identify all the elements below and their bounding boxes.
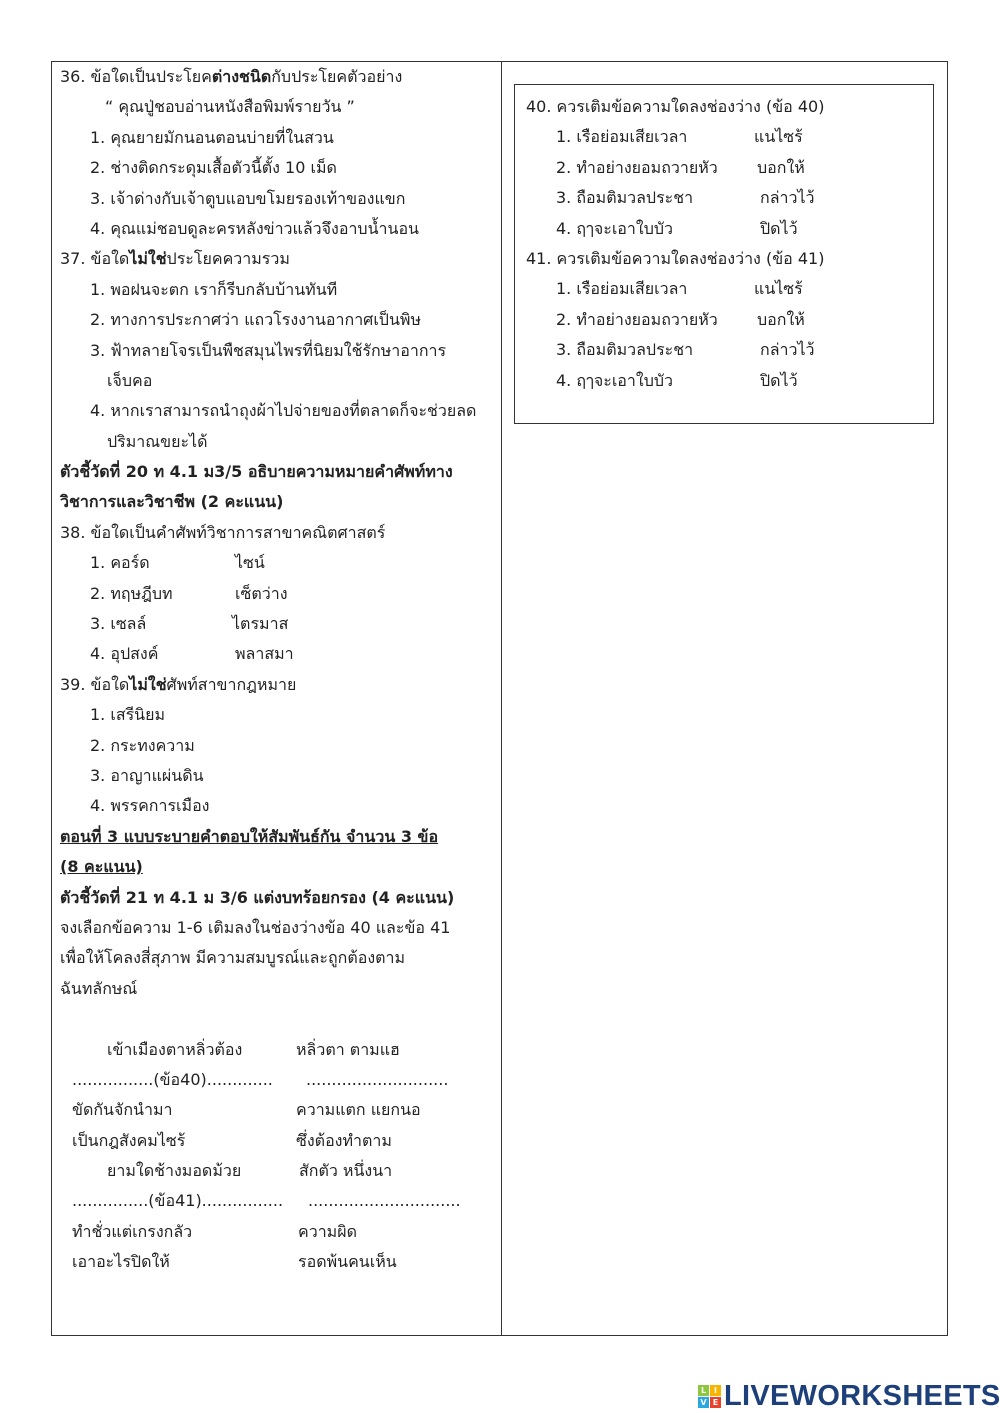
q36-option[interactable]: 1. คุณยายมักนอนตอนบ่ายที่ในสวน bbox=[90, 127, 334, 147]
right-column bbox=[526, 92, 926, 396]
option-line-a: 4. ฤๅจะเอาใบบัว bbox=[556, 370, 673, 390]
q40-option[interactable] bbox=[526, 153, 926, 183]
q38-option[interactable] bbox=[60, 579, 495, 609]
logo-tiles-icon bbox=[698, 1385, 721, 1408]
poem-blank-40[interactable] bbox=[60, 1065, 495, 1095]
instructions: จงเลือกข้อความ 1-6 เติมลงในช่องว่างข้อ 40 และข้อ 41 bbox=[60, 917, 451, 937]
q39-text: 39. ข้อใด bbox=[60, 674, 130, 694]
q39-option[interactable]: 2. กระทงความ bbox=[90, 735, 195, 755]
option-line-a: 2. ทำอย่างยอมถวายหัว bbox=[556, 157, 718, 177]
poem-line bbox=[60, 1095, 495, 1125]
poem-first-half: เป็นกฎสังคมไซร้ bbox=[72, 1130, 186, 1150]
question-39 bbox=[60, 670, 495, 700]
q41-option[interactable] bbox=[526, 366, 926, 396]
part-3-score: (8 คะแนน) bbox=[60, 857, 143, 877]
q38-option-a: 1. คอร์ด bbox=[90, 553, 150, 573]
poem-line bbox=[60, 1035, 495, 1065]
option-line-b: บอกให้ bbox=[757, 157, 805, 177]
option-line-b: แนไซร้ bbox=[754, 127, 803, 147]
logo-tile: V bbox=[698, 1397, 709, 1408]
indicator-21: ตัวชี้วัดที่ 21 ท 4.1 ม 3/6 แต่งบทร้อยกรอง (4 คะแนน) bbox=[60, 887, 455, 907]
q36-option[interactable]: 4. คุณแม่ชอบดูละครหลังข่าวแล้วจึงอาบน้ำนอน bbox=[90, 218, 419, 238]
q37-emphasis: ไม่ใช่ bbox=[129, 249, 167, 269]
option-line-a: 1. เรือย่อมเสียเวลา bbox=[556, 279, 688, 299]
q39-option[interactable]: 4. พรรคการเมือง bbox=[90, 796, 210, 816]
poem-second-half: รอดพ้นคนเห็น bbox=[298, 1252, 397, 1272]
poem-second-half: ซึ่งต้องทำตาม bbox=[296, 1130, 392, 1150]
poem-first-half: ขัดกันจักนำมา bbox=[72, 1100, 173, 1120]
q36-text: 36. ข้อใดเป็นประโยค bbox=[60, 67, 212, 86]
option-line-b: แนไซร้ bbox=[754, 279, 803, 299]
option-line-a: 4. ฤๅจะเอาใบบัว bbox=[556, 218, 673, 238]
q38-option-b: ไซน์ bbox=[235, 553, 265, 573]
poem-first-half: เอาอะไรปิดให้ bbox=[72, 1252, 170, 1272]
part-3-heading: ตอนที่ 3 แบบระบายคำตอบให้สัมพันธ์กัน จำนวน 3 ข้อ bbox=[60, 826, 439, 846]
poem-blank: .............................. bbox=[308, 1191, 461, 1211]
q37-text-end: ประโยคความรวม bbox=[166, 249, 290, 269]
poem-line bbox=[60, 1247, 495, 1277]
q40-option[interactable] bbox=[526, 183, 926, 213]
option-line-a: 3. ถือมติมวลประชา bbox=[556, 188, 694, 208]
q36-example: “ คุณปู่ชอบอ่านหนังสือพิมพ์รายวัน ” bbox=[105, 97, 355, 117]
logo-tile: L bbox=[698, 1385, 709, 1396]
spacer bbox=[60, 1004, 495, 1034]
poem-second-half: สักตัว หนึ่งนา bbox=[299, 1161, 393, 1181]
q37-option-continued: เจ็บคอ bbox=[107, 370, 153, 390]
q38-option[interactable] bbox=[60, 548, 495, 578]
liveworksheets-logo bbox=[698, 1380, 1000, 1413]
option-line-a: 2. ทำอย่างยอมถวายหัว bbox=[556, 309, 718, 329]
q36-emphasis: ต่างชนิด bbox=[211, 67, 272, 86]
poem-blank-41[interactable] bbox=[60, 1186, 495, 1216]
poem-second-half: ความผิด bbox=[298, 1221, 357, 1241]
option-line-b: กล่าวไว้ bbox=[760, 188, 815, 208]
left-column bbox=[60, 62, 495, 1278]
q36-text-end: กับประโยคตัวอย่าง bbox=[271, 67, 403, 86]
q40-option[interactable] bbox=[526, 122, 926, 152]
poem-line bbox=[60, 1217, 495, 1247]
indicator-20: ตัวชี้วัดที่ 20 ท 4.1 ม3/5 อธิบายความหมายคำศัพท์ทาง bbox=[60, 462, 453, 482]
q40-option[interactable] bbox=[526, 214, 926, 244]
q38-option-b: พลาสมา bbox=[235, 644, 294, 664]
poem-first-half: ทำชั่วแต่เกรงกลัว bbox=[72, 1221, 193, 1241]
q38-option-b: เซ็ตว่าง bbox=[235, 583, 288, 603]
q39-text-end: ศัพท์สาขากฎหมาย bbox=[166, 674, 297, 694]
logo-text: LIVEWORKSHEETS bbox=[724, 1380, 1000, 1412]
q36-option[interactable]: 3. เจ้าด่างกับเจ้าตูบแอบขโมยรองเท้าของแขก bbox=[90, 188, 406, 208]
poem-line bbox=[60, 1126, 495, 1156]
column-divider bbox=[501, 61, 502, 1336]
option-line-b: กล่าวไว้ bbox=[760, 340, 815, 360]
q37-option-continued: ปริมาณขยะได้ bbox=[107, 431, 208, 451]
q41-option[interactable] bbox=[526, 335, 926, 365]
question-40: 40. ควรเติมข้อความใดลงช่องว่าง (ข้อ 40) bbox=[526, 97, 825, 116]
poem-blank: ............................ bbox=[306, 1069, 449, 1089]
poem-first-half: ยามใดช้างมอดม้วย bbox=[107, 1161, 242, 1181]
q36-option[interactable]: 2. ช่างติดกระดุมเสื้อตัวนี้ตั้ง 10 เม็ด bbox=[90, 158, 337, 178]
q37-option[interactable]: 3. ฟ้าทลายโจรเป็นพืชสมุนไพรที่นิยมใช้รักษาอาการ bbox=[90, 340, 447, 360]
q41-option[interactable] bbox=[526, 274, 926, 304]
question-36 bbox=[60, 62, 495, 92]
poem-line bbox=[60, 1156, 495, 1186]
q38-option[interactable] bbox=[60, 609, 495, 639]
q39-emphasis: ไม่ใช่ bbox=[129, 674, 167, 694]
q37-option[interactable]: 2. ทางการประกาศว่า แถวโรงงานอากาศเป็นพิษ bbox=[90, 310, 421, 330]
instructions: เพื่อให้โคลงสี่สุภาพ มีความสมบูรณ์และถูกต้องตาม bbox=[60, 948, 406, 968]
q38-option-a: 3. เซลล์ bbox=[90, 614, 147, 634]
option-line-b: ปิดไว้ bbox=[760, 370, 798, 390]
q37-text: 37. ข้อใด bbox=[60, 249, 130, 269]
indicator-20-continued: วิชาการและวิชาชีพ (2 คะแนน) bbox=[60, 492, 284, 512]
q41-option[interactable] bbox=[526, 305, 926, 335]
blank-40[interactable]: ................(ข้อ40)............. bbox=[72, 1069, 273, 1089]
question-37 bbox=[60, 244, 495, 274]
question-41: 41. ควรเติมข้อความใดลงช่องว่าง (ข้อ 41) bbox=[526, 248, 825, 268]
poem-second-half: ความแตก แยกนอ bbox=[296, 1100, 421, 1120]
q39-option[interactable]: 1. เสรีนิยม bbox=[90, 705, 166, 725]
option-line-a: 1. เรือย่อมเสียเวลา bbox=[556, 127, 688, 147]
poem bbox=[60, 1035, 495, 1278]
instructions: ฉันทลักษณ์ bbox=[60, 978, 138, 998]
q39-option[interactable]: 3. อาญาแผ่นดิน bbox=[90, 765, 204, 785]
option-line-b: ปิดไว้ bbox=[760, 218, 798, 238]
q38-option[interactable] bbox=[60, 639, 495, 669]
q38-option-a: 2. ทฤษฎีบท bbox=[90, 583, 173, 603]
option-line-a: 3. ถือมติมวลประชา bbox=[556, 340, 694, 360]
q38-option-b: ไตรมาส bbox=[232, 614, 289, 634]
q38-option-a: 4. อุปสงค์ bbox=[90, 644, 159, 664]
logo-tile: E bbox=[710, 1397, 721, 1408]
q37-option[interactable]: 4. หากเราสามารถนำถุงผ้าไปจ่ายของที่ตลาดก็จะช่วยลด bbox=[90, 401, 477, 421]
logo-tile: I bbox=[710, 1385, 721, 1396]
poem-second-half: หลิ่วตา ตามแฮ bbox=[296, 1039, 400, 1059]
option-line-b: บอกให้ bbox=[757, 309, 805, 329]
question-38: 38. ข้อใดเป็นคำศัพท์วิชาการสาขาคณิตศาสตร์ bbox=[60, 522, 386, 542]
poem-first-half: เข้าเมืองตาหลิ่วต้อง bbox=[107, 1039, 243, 1059]
blank-41[interactable]: ...............(ข้อ41)................ bbox=[72, 1191, 284, 1211]
q37-option[interactable]: 1. พอฝนจะตก เราก็รีบกลับบ้านทันที bbox=[90, 279, 338, 299]
